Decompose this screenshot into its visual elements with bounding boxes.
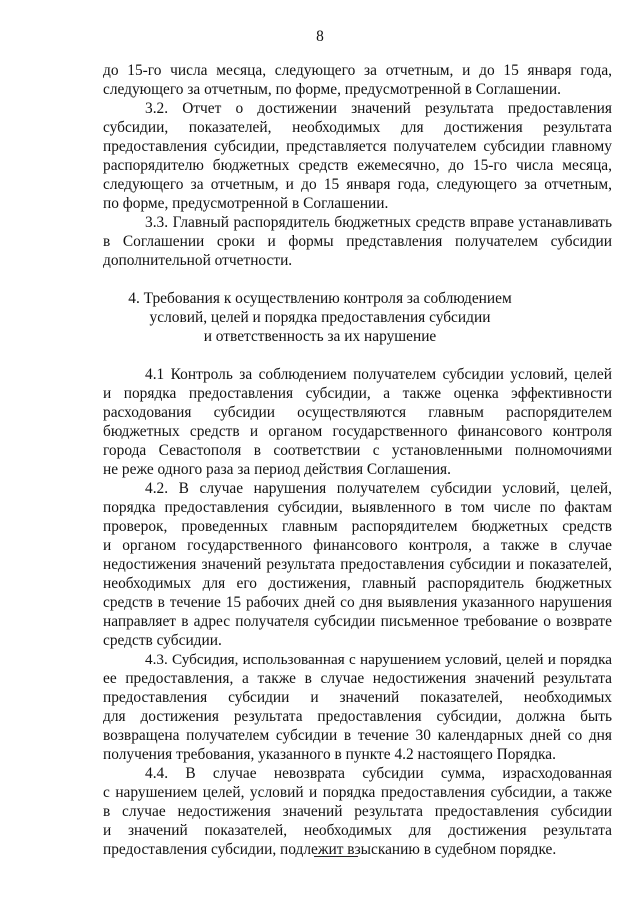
text-line: бюджетных средств и органом государственного финансового контроля xyxy=(103,423,612,440)
section-heading: условий, целей и порядка предоставления субсидии xyxy=(149,309,491,326)
text-line: по форме, предусмотренной в Соглашении. xyxy=(103,195,389,212)
text-line: субсидии, показателей, необходимых для достижения результата xyxy=(103,119,612,136)
text-line: дополнительной отчетности. xyxy=(103,252,293,269)
text-line: следующего за отчетным, по форме, предусмотренной в Соглашении. xyxy=(103,81,561,98)
page-number: 8 xyxy=(316,28,324,45)
text-line: возвращена получателем субсидии в течение 30 календарных дней со дня xyxy=(103,727,612,744)
text-line: для достижения результата предоставления субсидии, должна быть xyxy=(103,708,612,725)
text-line: порядка предоставления субсидии, выявленного в том числе по фактам xyxy=(103,499,612,516)
text-line: недостижения значений результата предоставления субсидии и показателей, xyxy=(103,556,612,573)
text-line: 3.2. Отчет о достижении значений результата предоставления xyxy=(145,100,612,117)
text-line: с нарушением целей, условий и порядка предоставления субсидии, а также xyxy=(103,784,612,801)
text-line: средств в течение 15 рабочих дней со дня выявления указанного нарушения xyxy=(103,594,612,611)
section-heading: и ответственность за их нарушение xyxy=(203,328,437,345)
text-line: города Севастополя в соответствии с установленными полномочиями xyxy=(103,442,612,459)
separator-line xyxy=(314,856,358,857)
text-line: 3.3. Главный распорядитель бюджетных средств вправе устанавливать xyxy=(145,214,612,231)
text-line: 4.4. В случае невозврата субсидии сумма, израсходованная xyxy=(145,765,612,782)
text-line: расходования субсидии осуществляются главным распорядителем xyxy=(103,404,612,421)
text-line: до 15-го числа месяца, следующего за отчетным, и до 15 января года, xyxy=(103,62,612,79)
text-line: распорядителю бюджетных средств ежемесячно, до 15-го числа месяца, xyxy=(103,157,612,174)
text-line: предоставления субсидии, представляется получателем субсидии главному xyxy=(103,138,612,155)
text-line: не реже одного раза за период действия Соглашения. xyxy=(103,461,451,478)
text-line: необходимых для его достижения, главный распорядитель бюджетных xyxy=(103,575,612,592)
text-line: 4.3. Субсидия, использованная с нарушением условий, целей и порядка xyxy=(145,651,612,668)
text-line: средств субсидии. xyxy=(103,632,222,649)
text-line: 4.1 Контроль за соблюдением получателем субсидии условий, целей xyxy=(145,366,612,383)
text-line: получения требования, указанного в пункте 4.2 настоящего Порядка. xyxy=(103,746,556,763)
text-line: в случае недостижения значений результата предоставления субсидии xyxy=(103,803,612,820)
text-line: предоставления субсидии и значений показателей, необходимых xyxy=(103,689,612,706)
text-line: 4.2. В случае нарушения получателем субсидии условий, целей, xyxy=(145,480,612,497)
text-line: проверок, проведенных главным распорядителем бюджетных средств xyxy=(103,518,612,535)
text-line: и органом государственного финансового контроля, а также в случае xyxy=(103,537,612,554)
text-line: и значений показателей, необходимых для достижения результата xyxy=(103,822,612,839)
text-line: в Соглашении сроки и формы представления получателем субсидии xyxy=(103,233,612,250)
text-line: и порядка предоставления субсидии, а также оценка эффективности xyxy=(103,385,612,402)
text-line: следующего за отчетным, и до 15 января года, следующего за отчетным, xyxy=(103,176,612,193)
text-line: предоставления субсидии, подлежит взысканию в судебном порядке. xyxy=(103,841,557,858)
section-heading: 4. Требования к осуществлению контроля за соблюдением xyxy=(128,290,512,307)
text-line: ее предоставления, а также в случае недостижения значений результата xyxy=(103,670,612,687)
text-line: направляет в адрес получателя субсидии письменное требование о возврате xyxy=(103,613,612,630)
